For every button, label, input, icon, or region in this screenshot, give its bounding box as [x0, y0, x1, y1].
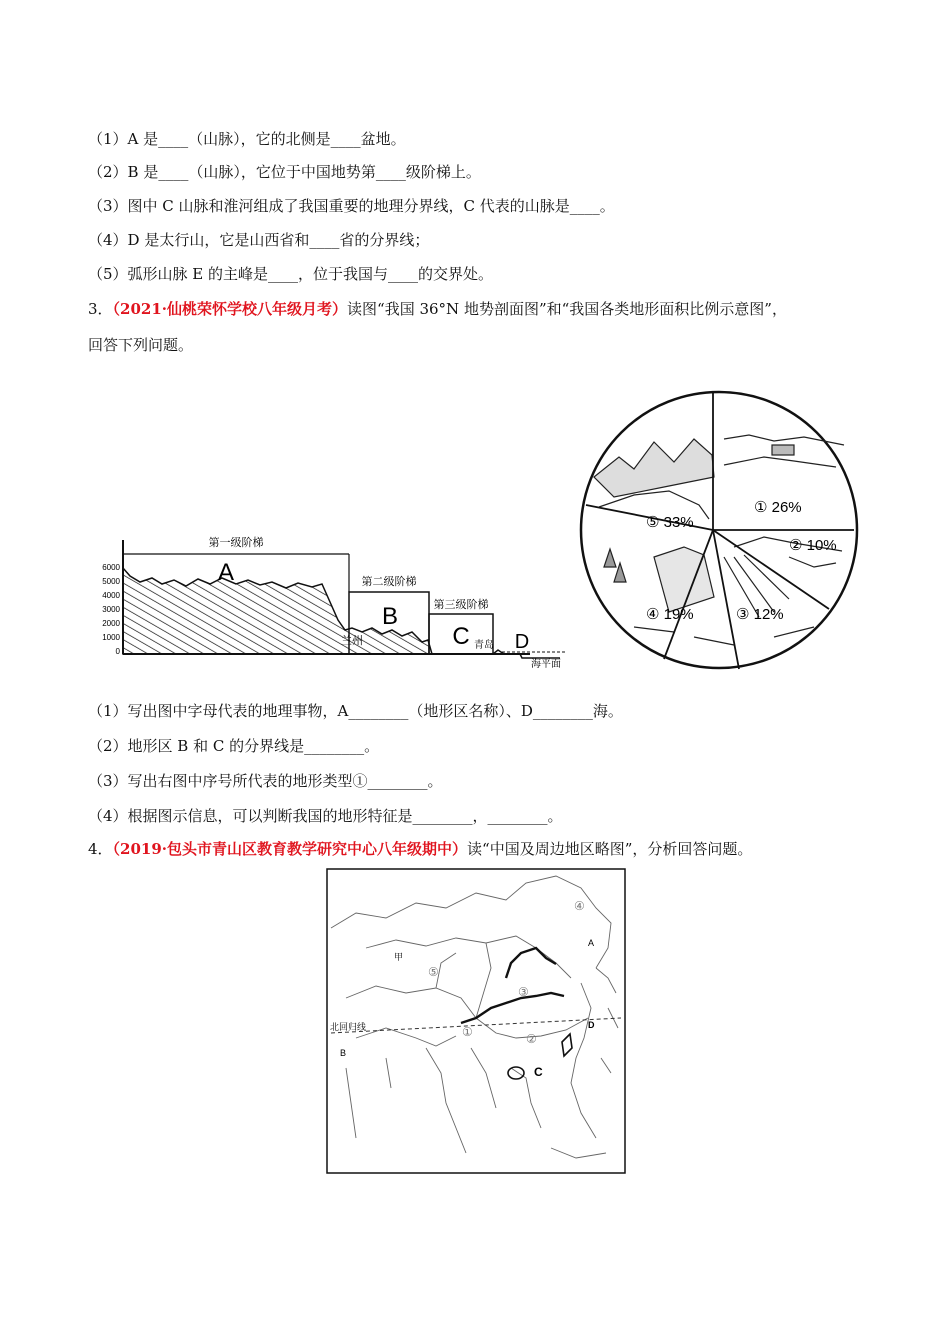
map-label-c: C	[534, 1065, 543, 1079]
q4-source: （2019·包头市青山区教育教学研究中心八年级期中）	[112, 840, 468, 858]
step2-label: 第二级阶梯	[361, 576, 417, 588]
ytick-label: 5000	[102, 577, 120, 586]
pie-label-5: ⑤ 33%	[646, 514, 694, 531]
q3-stem	[88, 298, 787, 320]
map-label-jia: 甲	[394, 952, 404, 962]
ytick-label: 2000	[102, 619, 120, 628]
pie-label-3: ③ 12%	[736, 606, 784, 623]
pie-label-4: ④ 19%	[646, 606, 694, 623]
q4-stem	[88, 838, 752, 860]
q3-item-1: （1）写出图中字母代表的地理事物，A________（地形区名称）、D________海。	[88, 702, 623, 720]
map-label-a: A	[588, 938, 595, 948]
q2-item-4: （4）D 是太行山，它是山西省和____省的分界线；	[88, 231, 430, 249]
letter-b: B	[381, 603, 399, 630]
letter-c: C	[452, 623, 470, 650]
map-label-5: ⑤	[428, 965, 439, 979]
map-label-1: ①	[462, 1025, 473, 1039]
ytick-label: 4000	[102, 591, 120, 600]
ytick-label: 1000	[102, 633, 120, 642]
sea-level-label: 海平面	[531, 659, 561, 670]
q2-item-5: （5）弧形山脉 E 的主峰是____，位于我国与____的交界处。	[88, 265, 494, 283]
q3-item-3: （3）写出右图中序号所代表的地形类型①________。	[88, 772, 443, 790]
letter-d: D	[514, 631, 530, 653]
pie-label-1: ① 26%	[754, 499, 802, 516]
q4-number: 4．	[88, 840, 113, 858]
q2-item-3: （3）图中 C 山脉和淮河组成了我国重要的地理分界线，C 代表的山脉是____。	[88, 197, 615, 215]
ytick-label: 6000	[102, 563, 120, 572]
q4-stem-text: 读“中国及周边地区略图”，分析回答问题。	[467, 840, 753, 858]
china-region-map-figure	[326, 868, 626, 1174]
q3-stem-a: 读图“我国 36°N 地势剖面图”和“我国各类地形面积比例示意图”，	[347, 300, 787, 318]
step1-label: 第一级阶梯	[208, 537, 264, 549]
map-frame	[327, 869, 625, 1173]
q3-number: 3．	[88, 300, 113, 318]
q2-item-1: （1）A 是____（山脉），它的北侧是____盆地。	[88, 130, 406, 148]
map-label-3: ③	[518, 985, 529, 999]
map-label-b: B	[340, 1048, 347, 1058]
city-qingdao: 青岛	[474, 640, 494, 651]
map-label-2: ②	[526, 1032, 537, 1046]
q3-source: （2021·仙桃荣怀学校八年级月考）	[112, 300, 348, 318]
map-label-d: D	[588, 1020, 595, 1030]
q3-item-2: （2）地形区 B 和 C 的分界线是________。	[88, 737, 380, 755]
terrain-profile-figure	[90, 532, 570, 672]
city-lanzhou: 兰州	[341, 635, 363, 647]
q3-stem-continued: 回答下列问题。	[88, 336, 194, 354]
q2-item-2: （2）B 是____（山脉），它位于中国地势第____级阶梯上。	[88, 163, 481, 181]
step3-label: 第三级阶梯	[433, 599, 489, 611]
ytick-label: 3000	[102, 605, 120, 614]
map-label-4: ④	[574, 899, 585, 913]
map-tropic-label: 北回归线	[330, 1022, 367, 1032]
ytick-label: 0	[115, 647, 120, 656]
terrain-area-pie-figure	[574, 387, 864, 677]
q3-item-4: （4）根据图示信息，可以判断我国的地形特征是________，________。	[88, 807, 563, 825]
letter-a: A	[217, 559, 235, 586]
pie-label-2: ② 10%	[789, 537, 837, 554]
